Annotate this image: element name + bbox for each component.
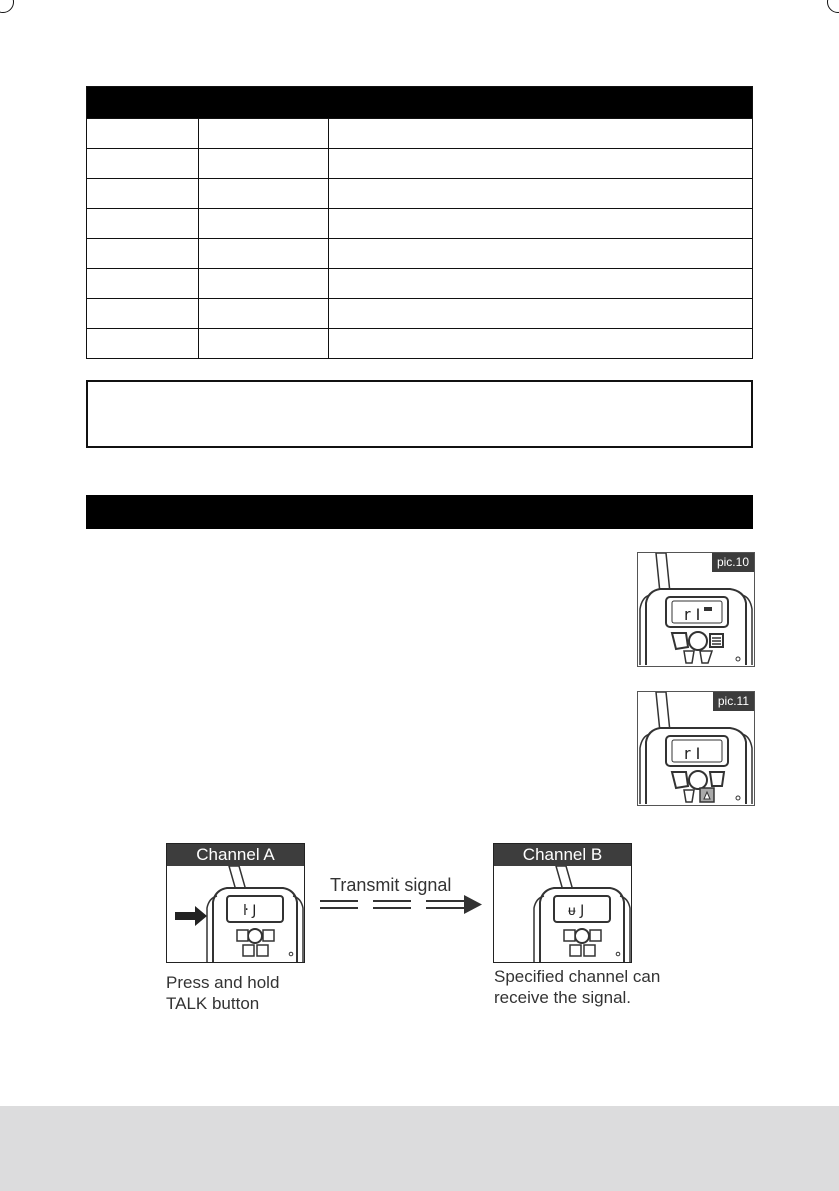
- section-header-bar: [86, 495, 753, 529]
- table-row: [87, 148, 752, 178]
- svg-text:ᵾ J: ᵾ J: [568, 903, 585, 919]
- svg-text:ŀ J: ŀ J: [243, 903, 257, 919]
- spec-table: [86, 86, 753, 359]
- transmit-signal-label: Transmit signal: [330, 875, 452, 895]
- table-row: [87, 328, 752, 358]
- table-header: [87, 87, 752, 118]
- press-hold-line-1: Press and hold: [166, 973, 280, 992]
- table-row: [87, 298, 752, 328]
- table-row: [87, 238, 752, 268]
- receive-line-2: receive the signal.: [494, 988, 632, 1007]
- channel-b-panel: [493, 843, 632, 963]
- device-illustration-pic10: [637, 552, 755, 667]
- svg-text:r I: r I: [684, 605, 701, 624]
- corner-mark-left: [0, 0, 14, 13]
- table-row: [87, 178, 752, 208]
- footer-band: [0, 1106, 839, 1191]
- channel-a-title: Channel A: [167, 844, 304, 866]
- channel-b-title: Channel B: [494, 844, 631, 866]
- svg-text:r I: r I: [684, 744, 701, 763]
- table-row: [87, 208, 752, 238]
- pic10-label: pic.10: [712, 553, 754, 572]
- pic11-label: pic.11: [713, 692, 754, 711]
- note-box: [86, 380, 753, 448]
- device-illustration-pic11: [637, 691, 755, 806]
- press-hold-line-2: TALK button: [166, 994, 260, 1013]
- walkie-talkie-icon: [167, 866, 305, 963]
- press-hold-caption: [166, 972, 279, 1014]
- corner-mark-right: [827, 0, 839, 13]
- channel-a-panel: [166, 843, 305, 963]
- receive-line-1: Specified channel can: [494, 967, 661, 986]
- walkie-talkie-icon: [494, 866, 632, 963]
- receive-caption: [494, 966, 660, 1008]
- table-row: [87, 268, 752, 298]
- transmit-arrow-icon: [318, 893, 484, 917]
- table-row: [87, 118, 752, 148]
